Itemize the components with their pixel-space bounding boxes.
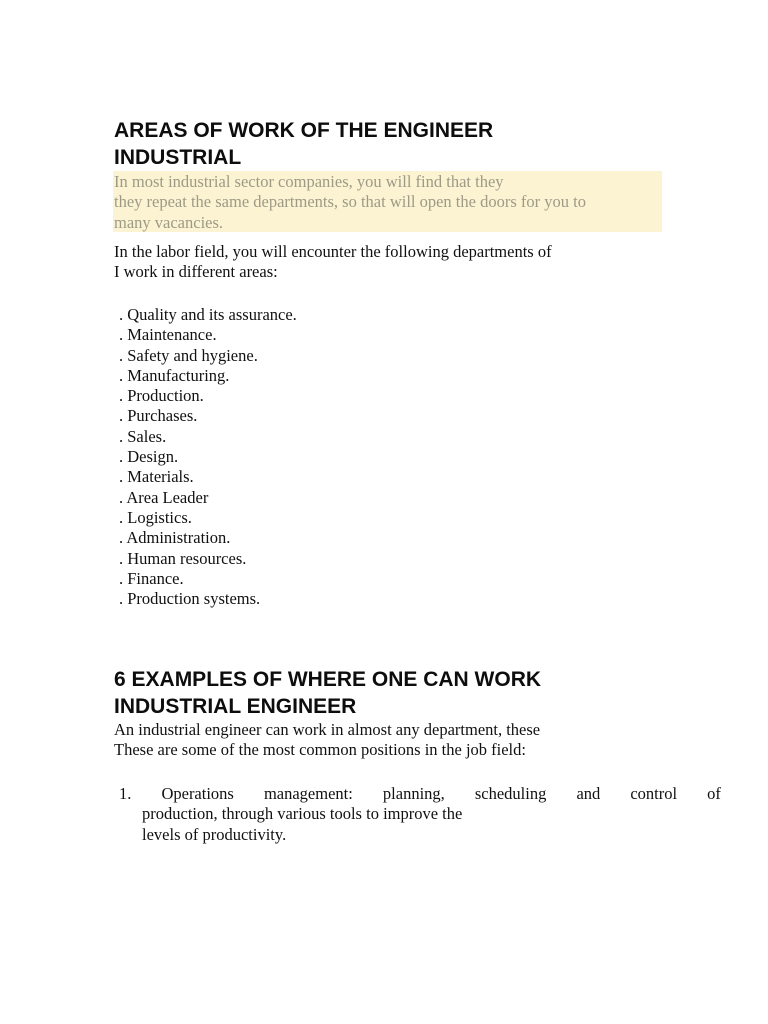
highlighted-paragraph	[114, 172, 586, 233]
list-item: . Finance.	[119, 568, 184, 588]
list-item: . Quality and its assurance.	[119, 305, 297, 324]
intro-paragraph-departments	[114, 242, 552, 283]
paragraph-line: These are some of the most common positions in the job field:	[114, 740, 526, 760]
list-item: . Sales.	[119, 426, 167, 446]
paragraph-line: I work in different areas:	[114, 262, 278, 282]
heading-line: INDUSTRIAL ENGINEER	[114, 695, 357, 718]
section-heading-areas-of-work	[114, 117, 493, 171]
paragraph-line: many vacancies.	[114, 212, 224, 232]
list-item: . Area Leader	[119, 487, 209, 507]
list-item: . Safety and hygiene.	[119, 345, 258, 365]
word: and	[576, 784, 601, 803]
word: Operations	[161, 784, 234, 803]
list-item: . Purchases.	[119, 406, 198, 426]
item-continuation-line: levels of productivity.	[142, 824, 287, 844]
item-continuation-line: production, through various tools to improve the	[142, 804, 463, 824]
word: control	[630, 784, 678, 803]
paragraph-line: In most industrial sector companies, you will find that they	[114, 172, 504, 191]
justified-line	[119, 784, 721, 804]
list-item: . Logistics.	[119, 507, 192, 527]
list-item: . Design.	[119, 447, 179, 467]
list-item: . Production systems.	[119, 589, 261, 609]
paragraph-line: An industrial engineer can work in almost any department, these	[114, 720, 541, 739]
list-item: . Maintenance.	[119, 325, 217, 345]
list-item: . Production.	[119, 386, 204, 406]
list-item: . Human resources.	[119, 548, 247, 568]
word: management:	[263, 784, 353, 803]
heading-line: AREAS OF WORK OF THE ENGINEER	[114, 119, 494, 142]
heading-line: 6 EXAMPLES OF WHERE ONE CAN WORK	[114, 668, 542, 691]
list-item: . Manufacturing.	[119, 365, 230, 385]
word: scheduling	[474, 784, 547, 803]
numbered-list-item	[119, 784, 721, 845]
word: planning,	[382, 784, 445, 803]
item-number: 1.	[119, 784, 132, 803]
list-item: . Administration.	[119, 528, 231, 548]
word: of	[707, 784, 721, 803]
departments-list	[119, 305, 297, 609]
heading-line: INDUSTRIAL	[114, 146, 242, 169]
section-heading-examples	[114, 666, 541, 720]
paragraph-line: they repeat the same departments, so that will open the doors for you to	[114, 192, 586, 212]
intro-paragraph-positions	[114, 720, 540, 761]
paragraph-line: In the labor field, you will encounter the following departments of	[114, 242, 552, 261]
list-item: . Materials.	[119, 467, 194, 487]
